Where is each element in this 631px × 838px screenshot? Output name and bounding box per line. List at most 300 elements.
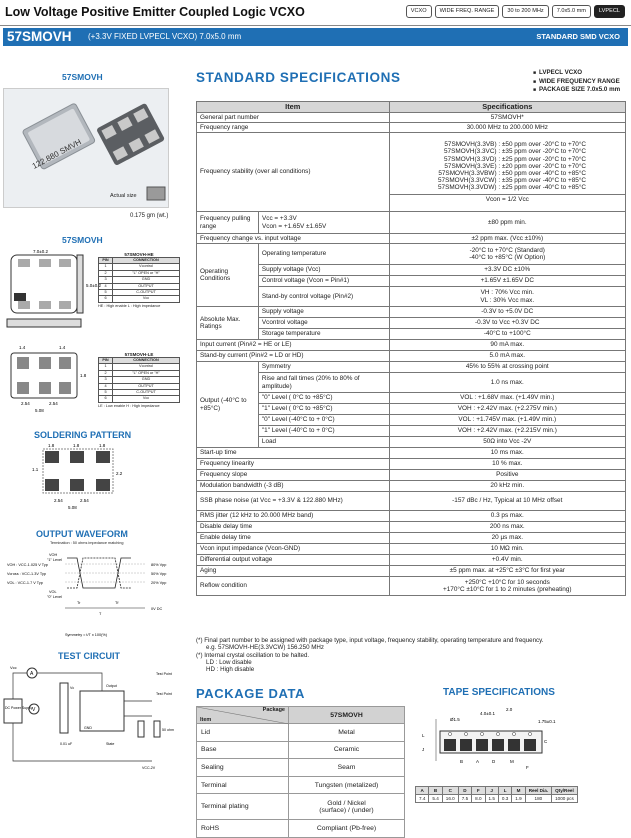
- out-param: Rise and fall times (20% to 80% of amplitude): [258, 373, 389, 393]
- wf-symmetry: Symmetry = t/T x 100(%): [65, 633, 108, 637]
- package-col-package: Package: [262, 707, 285, 713]
- top-bar: [0, 0, 631, 26]
- tape-value-cell: 5.4: [429, 795, 442, 803]
- pin-number: 1: [99, 364, 113, 369]
- stability-line: 57SMOVH(3.3VD) : ±25 ppm over -20°C to +70°C: [444, 155, 586, 163]
- spec-value: 10 % max.: [389, 459, 625, 470]
- photo-title: 57SMOVH: [62, 72, 103, 82]
- spec-row: [197, 329, 626, 340]
- pulling-cond: Vcon = +1.65V ±1.65V: [262, 222, 327, 230]
- test-circuit-title: TEST CIRCUIT: [58, 651, 120, 661]
- dim-label-span: 5.08: [35, 408, 44, 413]
- spec-value: +250°C +10°C for 10 seconds +170°C ±10°C for 1 to 2 minutes (preheating): [389, 577, 625, 596]
- spec-header-spec: Specifications: [389, 102, 625, 113]
- amr-value: -0.3V to +5.0V DC: [389, 307, 625, 318]
- package-row: [197, 776, 405, 794]
- footnote: HD : High disable: [206, 666, 255, 674]
- tc-test-point-2: Test Point: [156, 692, 172, 696]
- sp-label-3: 1.8: [99, 443, 106, 448]
- out-value: VOH : +2.42V max. (+2.215V min.): [389, 426, 625, 437]
- spec-row: [197, 522, 626, 533]
- package-item: Base: [197, 741, 289, 759]
- tape-header-cell: M: [512, 787, 525, 795]
- tape-value-cell: 1000 pcs: [552, 795, 578, 803]
- tc-voltmeter: V: [32, 707, 36, 713]
- spec-row: [197, 287, 626, 307]
- pin-table-he-note: HE : High enable L : High impedance: [98, 303, 161, 308]
- spec-item-pulling: [197, 212, 390, 234]
- weight: 0.175 gm (wt.): [130, 213, 169, 219]
- amr-param: Supply voltage: [258, 307, 389, 318]
- sp-label-6: 5.08: [68, 505, 77, 510]
- banner-category: STANDARD SMD VCXO: [536, 32, 620, 41]
- spec-row: [197, 234, 626, 244]
- tape-value-cell: 1.5: [485, 795, 498, 803]
- tape-drawing: [420, 701, 556, 773]
- stability-line: 57SMOVH(3.3VC) : ±35 ppm over -20°C to +70°C: [444, 148, 586, 156]
- pin-connection: OUTPUT: [138, 383, 154, 388]
- spec-value: 200 ns max.: [389, 522, 625, 533]
- out-param: "1" Level ( 0°C to +85°C): [258, 404, 389, 415]
- wf-right-80: 80% Vpp: [151, 563, 167, 567]
- tc-ammeter: A: [30, 671, 34, 677]
- pin-connection: Vcc: [142, 296, 150, 301]
- spec-value: 5.0 mA max.: [389, 351, 625, 362]
- package-value: Seam: [289, 759, 405, 777]
- tape-pocket: [524, 739, 536, 751]
- tape-sprocket-hole: [512, 732, 515, 735]
- package-row: [197, 759, 405, 777]
- package-value: Gold / Nickel (surface) / (under): [289, 794, 405, 820]
- amr-label: Absolute Max. Ratings: [197, 307, 259, 340]
- amr-param: Vcontrol voltage: [258, 318, 389, 329]
- pin-connection: C-OUTPUT: [136, 290, 156, 295]
- waveform-note: Termination : 50 ohms impedance matching: [50, 541, 124, 545]
- pulling-cond: Vcc = +3.3V: [262, 215, 297, 223]
- wf-axis-level1: "1" Level: [47, 558, 62, 562]
- tape-label-b: B: [460, 759, 464, 764]
- spec-value: Positive: [389, 470, 625, 481]
- spec-row: [197, 470, 626, 481]
- wf-right-50: 50% Vpp: [151, 572, 167, 576]
- wf-left-0: VOH : VCC-1.025 V Typ: [7, 563, 48, 567]
- tape-sprocket-hole: [496, 732, 499, 735]
- tc-cap: 0.01 uF: [60, 742, 73, 746]
- tape-header-row: [416, 787, 578, 795]
- out-param: Load: [258, 437, 389, 448]
- tc-power-supply: DC Power Supply: [5, 706, 33, 710]
- amr-value: -40°C to +100°C: [389, 329, 625, 340]
- stability-line: 57SMOVH(3.3VDW) : ±25 ppm over -40°C to +85°C: [437, 184, 586, 192]
- pin-number: 4: [99, 284, 113, 289]
- package-item: RoHS: [197, 820, 289, 838]
- tape-header-cell: A: [416, 787, 429, 795]
- spec-item: Frequency slope: [197, 470, 390, 481]
- out-value: VOH : +2.42V max. (+2.275V min.): [389, 404, 625, 415]
- spec-row: [197, 393, 626, 404]
- pin-number: 1: [99, 264, 113, 269]
- tag-wide-freq: WIDE FREQ. RANGE: [435, 5, 500, 18]
- package-value: Compliant (Pb-free): [289, 820, 405, 838]
- tape-sprocket-hole: [528, 732, 531, 735]
- spec-item: Differential output voltage: [197, 555, 390, 566]
- stability-line: 57SMOVH(3.3VB) : ±50 ppm over -20°C to +70°C: [444, 141, 586, 149]
- tape-header-cell: Qty/Reel: [552, 787, 578, 795]
- sp-label-7: 1.1: [32, 467, 39, 472]
- tape-header-cell: F: [472, 787, 485, 795]
- pin-connection: Vcontrol: [139, 264, 153, 269]
- oc-param: Control voltage (Vcon = Pin#1): [258, 276, 389, 287]
- feature-bullets: [533, 69, 620, 95]
- pin-number: 6: [99, 296, 113, 301]
- spec-item: Vcon input impedance (Vcon-GND): [197, 544, 390, 555]
- pin-row: [98, 257, 180, 264]
- pin-row: [98, 296, 180, 302]
- pin-connection: Vcc: [142, 396, 150, 401]
- package-row: [197, 794, 405, 820]
- spec-row: [197, 212, 626, 234]
- spec-row: [197, 481, 626, 492]
- dim-label-width: 7.0±0.2: [33, 249, 48, 254]
- tape-table: [415, 786, 578, 803]
- spec-item: Aging: [197, 566, 390, 577]
- spec-item: Frequency change vs. input voltage: [197, 234, 390, 244]
- tape-label-m: M: [510, 759, 514, 764]
- package-title: PACKAGE DATA: [196, 686, 306, 701]
- tape-label-edge: 1.75±0.1: [538, 719, 556, 724]
- stability-line: 57SMOVH(3.3VBW) : ±50 ppm over -40°C to +85°C: [438, 170, 586, 177]
- tag-freq-range: 30 to 200 MHz: [502, 5, 548, 18]
- spec-item: Modulation bandwidth (-3 dB): [197, 481, 390, 492]
- spec-row: [197, 307, 626, 318]
- stability-vcon: Vcon = 1/2 Vcc: [390, 194, 625, 203]
- package-table: [196, 706, 405, 838]
- product-photo-svg: [4, 89, 170, 209]
- wf-axis-level0: "0" Level: [47, 595, 62, 599]
- tape-value-cell: 180: [525, 795, 551, 803]
- tape-label-a: A: [476, 759, 480, 764]
- package-value: Ceramic: [289, 741, 405, 759]
- spec-item: Frequency linearity: [197, 459, 390, 470]
- spec-table: [196, 101, 626, 596]
- dim-label-pad-2: 1.4: [59, 345, 66, 350]
- spec-row: [197, 123, 626, 133]
- out-value: 50Ω into Vcc -2V: [389, 437, 625, 448]
- sp-label-8: 2.2: [116, 471, 123, 476]
- pin-table-le-note: LE : Low enable H : High impedance: [98, 403, 160, 408]
- tape-label-pitch: 4.0±0.1: [480, 711, 495, 716]
- spec-item: Disable delay time: [197, 522, 390, 533]
- dim-label-pitch-2: 2.54: [49, 401, 58, 406]
- spec-row: [197, 437, 626, 448]
- spec-row: [197, 492, 626, 511]
- pin-number: 5: [99, 290, 113, 295]
- oc-param: Operating temperature: [258, 244, 389, 265]
- spec-value: 10 MΩ min.: [389, 544, 625, 555]
- spec-row: [197, 448, 626, 459]
- wf-axis-voh: VOH: [49, 553, 58, 557]
- spec-row: [197, 133, 626, 212]
- tc-vcc: Vcc: [10, 665, 17, 670]
- tape-pocket: [492, 739, 504, 751]
- tape-value-cell: 16.0: [442, 795, 458, 803]
- tape-header-cell: B: [429, 787, 442, 795]
- pin-number: PIN: [99, 358, 113, 363]
- oc-value: -20°C to +70°C (Standard) -40°C to +85°C (W Option): [389, 244, 625, 265]
- package-row: [197, 741, 405, 759]
- page-title: Low Voltage Positive Emitter Coupled Logic VCXO: [5, 5, 305, 19]
- wf-left-1: Vcross : VCC-1.3V Typ: [7, 572, 46, 576]
- waveform-title: OUTPUT WAVEFORM: [36, 529, 128, 539]
- pin-number: 2: [99, 371, 113, 376]
- pin-number: PIN: [99, 258, 113, 263]
- package-header-diag: [197, 707, 289, 724]
- package-item: Sealing: [197, 759, 289, 777]
- spec-header-row: [197, 102, 626, 113]
- spec-row: [197, 362, 626, 373]
- wf-axis-vol: VOL: [49, 590, 57, 594]
- package-value: Tungsten (metalized): [289, 776, 405, 794]
- tape-label-c: C: [544, 739, 548, 744]
- spec-item: Enable delay time: [197, 533, 390, 544]
- stability-line: 57SMOVH(3.3VE) : ±20 ppm over -20°C to +70°C: [444, 162, 586, 170]
- spec-row: [197, 340, 626, 351]
- out-param: Symmetry: [258, 362, 389, 373]
- out-param: "0" Level ( 0°C to +85°C): [258, 393, 389, 404]
- oc-value: +3.3V DC ±10%: [389, 265, 625, 276]
- sp-label-2: 1.8: [73, 443, 80, 448]
- tc-vcc-2v: VCC-2V: [142, 766, 156, 770]
- spec-value: ±80 ppm min.: [389, 212, 625, 234]
- pin-table-he-title: 57SMOVH-HE: [124, 252, 154, 257]
- oc-value: +1.65V ±1.65V DC: [389, 276, 625, 287]
- tc-state: State: [106, 742, 115, 746]
- spec-row: [197, 415, 626, 426]
- tape-label-l: L: [422, 733, 425, 738]
- pin-number: 5: [99, 390, 113, 395]
- feature-tags: [406, 5, 625, 18]
- pin-connection: "L" OPEN or "H": [132, 370, 160, 375]
- pin-table-he: [98, 252, 180, 308]
- tc-load: 50 ohm: [162, 728, 174, 732]
- package-item: Terminal plating: [197, 794, 289, 820]
- tc-vc: Vc: [70, 686, 75, 690]
- out-value: 45% to 55% at crossing point: [389, 362, 625, 373]
- oc-param: Stand-by control voltage (Pin#2): [258, 287, 389, 307]
- spec-row: [197, 351, 626, 362]
- output-waveform: [5, 548, 185, 640]
- spec-item: Input current (Pin#2 = HE or LE): [197, 340, 390, 351]
- spec-row: [197, 544, 626, 555]
- tape-pocket: [444, 739, 456, 751]
- tape-value-cell: 7.5: [458, 795, 471, 803]
- actual-size-label: Actual size: [110, 193, 137, 199]
- footnotes: [196, 637, 626, 673]
- package-row: [197, 820, 405, 838]
- chip-marking: 122.880 SMVH: [30, 137, 83, 171]
- bullet-2: ■ WIDE FREQUENCY RANGE: [533, 78, 620, 87]
- spec-header-item: Item: [197, 102, 390, 113]
- out-value: VOL : +1.745V max. (+1.49V min.): [389, 415, 625, 426]
- pin-number: 3: [99, 277, 113, 282]
- footnote: LD : Low disable: [206, 658, 252, 666]
- pin-connection: CONNECTION: [133, 358, 159, 362]
- tape-pocket: [508, 739, 520, 751]
- spec-value: 20 kHz min.: [389, 481, 625, 492]
- footnote: e.g. 57SMOVH-HE(3.3VCW) 156.250 MHz: [206, 644, 324, 652]
- tape-pocket: [460, 739, 472, 751]
- pulling-label: Frequency pulling range: [197, 212, 259, 233]
- spec-item: SSB phase noise (at Vcc = +3.3V & 122.880 MHz): [197, 492, 390, 511]
- spec-value: 57SMOVH*: [389, 113, 625, 123]
- dim-label-pad-1: 1.4: [19, 345, 26, 350]
- tape-header-cell: J: [485, 787, 498, 795]
- spec-row: [197, 426, 626, 437]
- out-param: "1" Level (-40°C to + 0°C): [258, 426, 389, 437]
- tape-label-2: 2.0: [506, 707, 513, 712]
- pin-table-le-title: 57SMOVH-LE: [124, 352, 154, 357]
- spec-item: Frequency stability (over all conditions): [197, 133, 390, 212]
- package-item: Lid: [197, 724, 289, 742]
- spec-row: [197, 244, 626, 265]
- pin-number: 3: [99, 377, 113, 382]
- tape-value-cell: 7.4: [416, 795, 429, 803]
- wf-axis-tr: Tr: [77, 601, 81, 605]
- tape-header-cell: C: [442, 787, 458, 795]
- spec-value: 30.000 MHz to 200.000 MHz: [389, 123, 625, 133]
- pin-connection: C-OUTPUT: [136, 390, 156, 395]
- dim-label-pad-h: 1.8: [80, 373, 87, 378]
- out-value: 1.0 ns max.: [389, 373, 625, 393]
- oc-param: Supply voltage (Vcc): [258, 265, 389, 276]
- spec-value: -157 dBc / Hz, Typical at 10 MHz offset: [389, 492, 625, 511]
- tc-output: Output: [106, 684, 117, 688]
- spec-row: [197, 404, 626, 415]
- pin-table-le: [98, 352, 180, 408]
- wf-right-0v: 0V DC: [151, 607, 163, 611]
- tape-title: TAPE SPECIFICATIONS: [443, 687, 555, 698]
- amr-value: -0.3V to Vcc +0.3V DC: [389, 318, 625, 329]
- spec-item: Frequency range: [197, 123, 390, 133]
- tape-value-cell: 8.0: [472, 795, 485, 803]
- product-photo: [3, 88, 169, 208]
- spec-value: 90 mA max.: [389, 340, 625, 351]
- soldering-title: SOLDERING PATTERN: [34, 430, 132, 440]
- sp-label-5: 2.54: [80, 498, 89, 503]
- spec-row: [197, 511, 626, 522]
- wf-axis-tf: Tf: [115, 601, 119, 605]
- package-value: Metal: [289, 724, 405, 742]
- pin-number: 4: [99, 384, 113, 389]
- model-name: 57SMOVH: [7, 29, 72, 44]
- spec-row: [197, 459, 626, 470]
- tc-test-point-1: Test Point: [156, 672, 172, 676]
- spec-row: [197, 113, 626, 123]
- tape-sprocket-hole: [448, 732, 451, 735]
- sp-label-4: 2.54: [54, 498, 63, 503]
- package-col-item: Item: [200, 717, 212, 723]
- oc-value: VH : 70% Vcc min. VL : 30% Vcc max.: [389, 287, 625, 307]
- actual-size-swatch: [147, 187, 165, 200]
- dim-label-height: 5.0±0.2: [86, 283, 101, 288]
- dimensions-title: 57SMOVH: [62, 235, 103, 245]
- spec-value: ±2 ppm max. (Vcc ±10%): [389, 234, 625, 244]
- spec-item: Reflow condition: [197, 577, 390, 596]
- amr-param: Storage temperature: [258, 329, 389, 340]
- footnote: (*) Internal crystal oscillation to be halted.: [196, 651, 310, 659]
- pin-number: 6: [99, 396, 113, 401]
- wf-right-20: 20% Vpp: [151, 581, 167, 585]
- model-banner: [3, 28, 628, 46]
- dim-label-pitch-1: 2.54: [21, 401, 30, 406]
- spec-item: RMS jitter (12 kHz to 20.000 MHz band): [197, 511, 390, 522]
- tape-value-cell: 1.9: [512, 795, 525, 803]
- tape-header-cell: L: [498, 787, 511, 795]
- tape-label-d: D: [492, 759, 496, 764]
- footnote: (*) Final part number to be assigned with package type, input voltage, frequency stability, operating temperature and frequency.: [196, 637, 544, 644]
- spec-row: [197, 555, 626, 566]
- tape-sprocket-hole: [464, 732, 467, 735]
- tape-header-cell: D: [458, 787, 471, 795]
- pin-connection: OUTPUT: [138, 283, 154, 288]
- pin-row: [98, 396, 180, 402]
- package-model: 57SMOVH: [289, 707, 405, 724]
- pin-connection: CONNECTION: [133, 258, 159, 262]
- wf-axis-t: T: [99, 612, 102, 616]
- oc-label: Operating Conditions: [197, 244, 259, 307]
- spec-item: General part number: [197, 113, 390, 123]
- package-item: Terminal: [197, 776, 289, 794]
- tape-label-hole: Ø1.5: [450, 717, 460, 722]
- spec-value-stability: [389, 133, 625, 212]
- bullet-3: ■ PACKAGE SIZE 7.0x5.0 mm: [533, 86, 620, 95]
- spec-row: [197, 566, 626, 577]
- pin-connection: "L" OPEN or "H": [132, 270, 160, 275]
- spec-row: [197, 577, 626, 596]
- package-row: [197, 724, 405, 742]
- spec-value: +0.4V min.: [389, 555, 625, 566]
- tape-values-row: [416, 795, 578, 803]
- tape-value-cell: 0.3: [498, 795, 511, 803]
- pin-connection: GND: [141, 377, 151, 382]
- spec-item: Stand-by current (Pin#2 = LD or HD): [197, 351, 390, 362]
- spec-title: STANDARD SPECIFICATIONS: [196, 70, 401, 85]
- spec-row: [197, 265, 626, 276]
- package-header-row: [197, 707, 405, 724]
- pin-connection: GND: [141, 277, 151, 282]
- stability-line: 57SMOVH(3.3VCW) : ±35 ppm over -40°C to +85°C: [437, 177, 586, 185]
- spec-value: 20 µs max.: [389, 533, 625, 544]
- tag-lvpecl: LVPECL: [594, 5, 625, 18]
- pin-number: 2: [99, 271, 113, 276]
- spec-row: [197, 318, 626, 329]
- soldering-pattern: [30, 441, 150, 511]
- tag-size: 7.0x5.0 mm: [552, 5, 591, 18]
- pin-row: [98, 357, 180, 364]
- tag-vcxo: VCXO: [406, 5, 432, 18]
- pin-connection: Vcontrol: [139, 364, 153, 369]
- spec-row: [197, 533, 626, 544]
- spec-item: Start-up time: [197, 448, 390, 459]
- out-label: Output (-40°C to +85°C): [197, 362, 259, 448]
- out-param: "0" Level (-40°C to + 0°C): [258, 415, 389, 426]
- spec-row: [197, 373, 626, 393]
- spec-value: ±5 ppm max. at +25°C ±3°C for first year: [389, 566, 625, 577]
- tape-sprocket-hole: [480, 732, 483, 735]
- spec-row: [197, 276, 626, 287]
- tape-label-f: F: [526, 765, 529, 770]
- bullet-1: ■ LVPECL VCXO: [533, 69, 620, 78]
